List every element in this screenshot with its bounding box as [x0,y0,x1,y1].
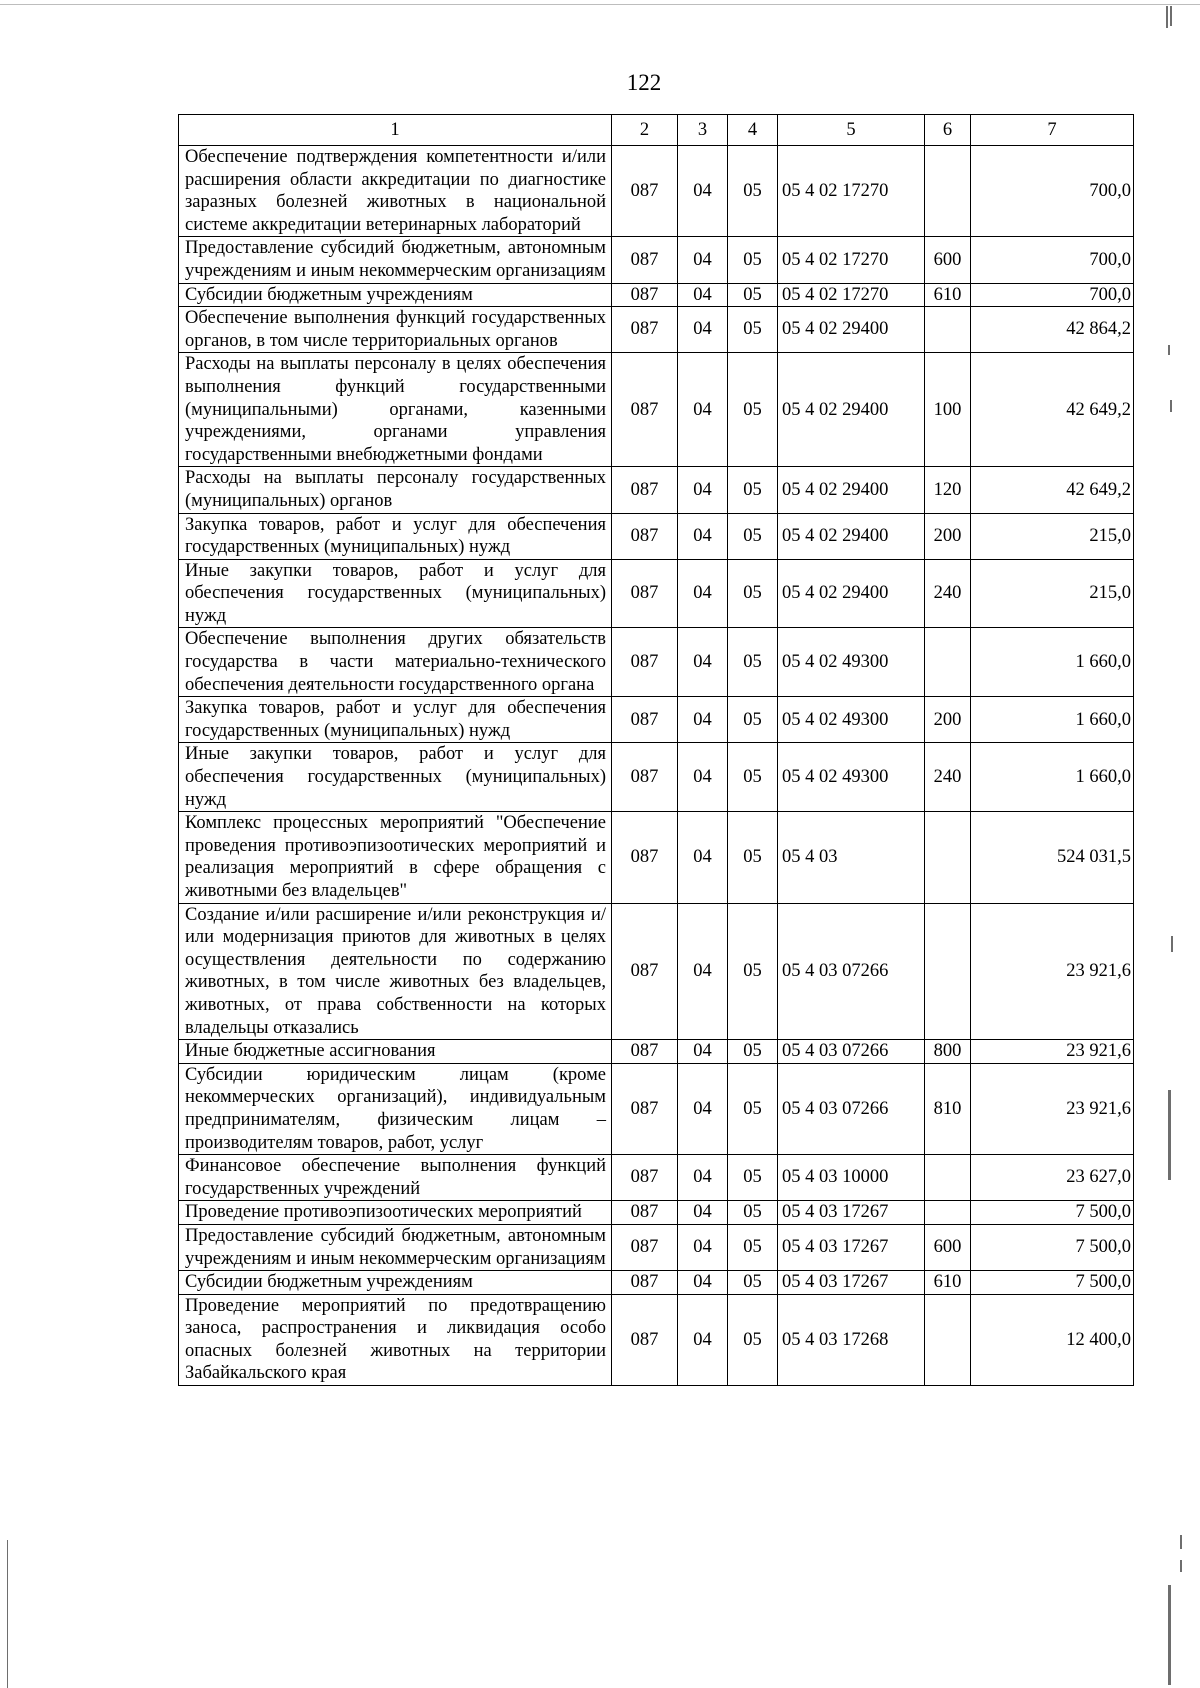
row-section-code-cell: 04 [678,1271,728,1295]
row-expense-type-cell [925,307,971,353]
table-row [179,743,1134,812]
header-cell: 1 [179,115,612,146]
row-name-cell: Расходы на выплаты персоналу в целях обеспечения выполнения функций государственными (муниципальными) органами, казенными учреждениями, органами управления государственными внебюджетными фондами [179,353,612,467]
table-row [179,1063,1134,1154]
row-target-article-cell: 05 4 03 07266 [778,1040,925,1064]
table-row [179,513,1134,559]
table-row [179,353,1134,467]
scan-mark [1166,6,1168,28]
row-subsection-code-cell: 05 [728,559,778,628]
row-ministry-code-cell: 087 [612,1155,678,1201]
row-section-code-cell: 04 [678,283,728,307]
row-ministry-code-cell: 087 [612,697,678,743]
scan-mark [1168,1585,1171,1685]
row-amount-cell: 42 864,2 [971,307,1134,353]
row-expense-type-cell: 200 [925,697,971,743]
row-target-article-cell: 05 4 02 29400 [778,353,925,467]
row-section-code-cell: 04 [678,1294,728,1385]
row-subsection-code-cell: 05 [728,307,778,353]
row-expense-type-cell [925,812,971,903]
scan-mark [1180,1535,1182,1549]
header-cell: 3 [678,115,728,146]
row-name-cell: Проведение мероприятий по предотвращению заноса, распространения и ликвидация особо опасных болезней животных на территории Забайкальского края [179,1294,612,1385]
row-subsection-code-cell: 05 [728,1063,778,1154]
row-subsection-code-cell: 05 [728,628,778,697]
row-subsection-code-cell: 05 [728,146,778,237]
row-target-article-cell: 05 4 03 17268 [778,1294,925,1385]
header-cell: 7 [971,115,1134,146]
row-section-code-cell: 04 [678,697,728,743]
page-number: 122 [626,70,662,95]
row-expense-type-cell: 100 [925,353,971,467]
row-section-code-cell: 04 [678,628,728,697]
budget-table [178,114,1134,1386]
row-expense-type-cell [925,1201,971,1225]
table-row [179,283,1134,307]
scan-mark [1180,1560,1182,1572]
row-amount-cell: 42 649,2 [971,467,1134,513]
row-section-code-cell: 04 [678,237,728,283]
row-expense-type-cell: 240 [925,559,971,628]
row-section-code-cell: 04 [678,743,728,812]
table-header-row [179,115,1134,146]
row-name-cell: Расходы на выплаты персоналу государственных (муниципальных) органов [179,467,612,513]
row-expense-type-cell [925,628,971,697]
row-amount-cell: 7 500,0 [971,1271,1134,1295]
row-subsection-code-cell: 05 [728,1040,778,1064]
row-amount-cell: 700,0 [971,237,1134,283]
row-subsection-code-cell: 05 [728,237,778,283]
scan-mark [1168,1090,1171,1180]
row-section-code-cell: 04 [678,903,728,1040]
header-cell: 4 [728,115,778,146]
row-subsection-code-cell: 05 [728,1155,778,1201]
row-subsection-code-cell: 05 [728,1201,778,1225]
row-name-cell: Обеспечение подтверждения компетентности и/или расширения области аккредитации по диагностике заразных болезней животных в национальной системе аккредитации ветеринарных лабораторий [179,146,612,237]
row-section-code-cell: 04 [678,307,728,353]
row-subsection-code-cell: 05 [728,283,778,307]
row-section-code-cell: 04 [678,812,728,903]
table-row [179,812,1134,903]
table-row [179,697,1134,743]
table-row [179,1224,1134,1270]
table-row [179,237,1134,283]
row-ministry-code-cell: 087 [612,628,678,697]
row-target-article-cell: 05 4 02 29400 [778,467,925,513]
row-name-cell: Субсидии бюджетным учреждениям [179,1271,612,1295]
row-subsection-code-cell: 05 [728,697,778,743]
row-expense-type-cell [925,146,971,237]
row-ministry-code-cell: 087 [612,1224,678,1270]
row-name-cell: Обеспечение выполнения функций государственных органов, в том числе территориальных органов [179,307,612,353]
row-ministry-code-cell: 087 [612,812,678,903]
row-section-code-cell: 04 [678,559,728,628]
row-amount-cell: 215,0 [971,559,1134,628]
row-target-article-cell: 05 4 03 10000 [778,1155,925,1201]
row-amount-cell: 700,0 [971,283,1134,307]
row-amount-cell: 1 660,0 [971,743,1134,812]
row-ministry-code-cell: 087 [612,237,678,283]
row-subsection-code-cell: 05 [728,1224,778,1270]
table-row [179,1155,1134,1201]
row-ministry-code-cell: 087 [612,353,678,467]
header-cell: 2 [612,115,678,146]
row-subsection-code-cell: 05 [728,903,778,1040]
row-ministry-code-cell: 087 [612,1201,678,1225]
row-expense-type-cell: 800 [925,1040,971,1064]
row-ministry-code-cell: 087 [612,146,678,237]
row-target-article-cell: 05 4 03 17267 [778,1201,925,1225]
row-name-cell: Иные закупки товаров, работ и услуг для обеспечения государственных (муниципальных) нужд [179,559,612,628]
table-row [179,307,1134,353]
row-section-code-cell: 04 [678,1155,728,1201]
scan-mark [1168,345,1170,355]
row-expense-type-cell: 240 [925,743,971,812]
row-expense-type-cell: 120 [925,467,971,513]
row-ministry-code-cell: 087 [612,1040,678,1064]
row-target-article-cell: 05 4 02 49300 [778,697,925,743]
row-name-cell: Создание и/или расширение и/или реконструкция и/или модернизация приютов для животных в целях осуществления деятельности по содержанию животных, в том числе животных без владельцев, животных, от права собственности на которых владельцы отказались [179,903,612,1040]
header-cell: 6 [925,115,971,146]
row-section-code-cell: 04 [678,513,728,559]
row-section-code-cell: 04 [678,1224,728,1270]
table-row [179,1271,1134,1295]
row-section-code-cell: 04 [678,467,728,513]
table-row [179,903,1134,1040]
row-name-cell: Закупка товаров, работ и услуг для обеспечения государственных (муниципальных) нужд [179,513,612,559]
row-section-code-cell: 04 [678,1063,728,1154]
row-expense-type-cell [925,1155,971,1201]
row-ministry-code-cell: 087 [612,1271,678,1295]
row-target-article-cell: 05 4 02 17270 [778,237,925,283]
row-target-article-cell: 05 4 02 49300 [778,743,925,812]
row-subsection-code-cell: 05 [728,467,778,513]
row-ministry-code-cell: 087 [612,513,678,559]
row-section-code-cell: 04 [678,1201,728,1225]
row-amount-cell: 23 921,6 [971,1040,1134,1064]
row-ministry-code-cell: 087 [612,1294,678,1385]
row-target-article-cell: 05 4 02 29400 [778,307,925,353]
row-subsection-code-cell: 05 [728,812,778,903]
table-body [179,115,1134,1386]
row-target-article-cell: 05 4 02 29400 [778,513,925,559]
row-target-article-cell: 05 4 03 17267 [778,1271,925,1295]
scan-mark [1170,400,1172,412]
scan-mark [1170,6,1172,26]
row-amount-cell: 215,0 [971,513,1134,559]
row-ministry-code-cell: 087 [612,903,678,1040]
row-expense-type-cell: 810 [925,1063,971,1154]
row-name-cell: Закупка товаров, работ и услуг для обеспечения государственных (муниципальных) нужд [179,697,612,743]
table-row [179,467,1134,513]
row-section-code-cell: 04 [678,1040,728,1064]
row-target-article-cell: 05 4 02 17270 [778,146,925,237]
scan-mark [7,1540,8,1688]
row-subsection-code-cell: 05 [728,1271,778,1295]
scan-edge-line [0,4,1200,6]
row-amount-cell: 23 921,6 [971,903,1134,1040]
table-row [179,1294,1134,1385]
row-ministry-code-cell: 087 [612,283,678,307]
row-name-cell: Обеспечение выполнения других обязательств государства в части материально-технического обеспечения деятельности государственного органа [179,628,612,697]
row-name-cell: Иные бюджетные ассигнования [179,1040,612,1064]
table-row [179,1040,1134,1064]
row-amount-cell: 12 400,0 [971,1294,1134,1385]
table-row [179,146,1134,237]
header-cell: 5 [778,115,925,146]
row-name-cell: Субсидии бюджетным учреждениям [179,283,612,307]
row-target-article-cell: 05 4 03 [778,812,925,903]
row-amount-cell: 700,0 [971,146,1134,237]
scan-mark [1171,936,1173,952]
row-target-article-cell: 05 4 02 49300 [778,628,925,697]
row-amount-cell: 524 031,5 [971,812,1134,903]
table-row [179,559,1134,628]
table-row [179,628,1134,697]
row-subsection-code-cell: 05 [728,353,778,467]
row-target-article-cell: 05 4 03 07266 [778,1063,925,1154]
row-target-article-cell: 05 4 02 29400 [778,559,925,628]
row-target-article-cell: 05 4 03 07266 [778,903,925,1040]
row-target-article-cell: 05 4 02 17270 [778,283,925,307]
row-section-code-cell: 04 [678,146,728,237]
row-expense-type-cell: 610 [925,283,971,307]
row-ministry-code-cell: 087 [612,743,678,812]
row-expense-type-cell [925,903,971,1040]
row-name-cell: Субсидии юридическим лицам (кроме некоммерческих организаций), индивидуальным предпринимателям, физическим лицам – производителям товаров, работ, услуг [179,1063,612,1154]
row-amount-cell: 1 660,0 [971,628,1134,697]
row-expense-type-cell: 610 [925,1271,971,1295]
row-expense-type-cell: 600 [925,237,971,283]
row-amount-cell: 7 500,0 [971,1224,1134,1270]
row-expense-type-cell: 200 [925,513,971,559]
row-name-cell: Финансовое обеспечение выполнения функций государственных учреждений [179,1155,612,1201]
row-amount-cell: 23 921,6 [971,1063,1134,1154]
row-ministry-code-cell: 087 [612,467,678,513]
row-ministry-code-cell: 087 [612,1063,678,1154]
table-row [179,1201,1134,1225]
row-expense-type-cell: 600 [925,1224,971,1270]
row-amount-cell: 23 627,0 [971,1155,1134,1201]
row-target-article-cell: 05 4 03 17267 [778,1224,925,1270]
row-name-cell: Предоставление субсидий бюджетным, автономным учреждениям и иным некоммерческим организациям [179,1224,612,1270]
row-amount-cell: 1 660,0 [971,697,1134,743]
row-subsection-code-cell: 05 [728,743,778,812]
row-ministry-code-cell: 087 [612,559,678,628]
row-ministry-code-cell: 087 [612,307,678,353]
row-name-cell: Проведение противоэпизоотических мероприятий [179,1201,612,1225]
row-expense-type-cell [925,1294,971,1385]
row-name-cell: Комплекс процессных мероприятий "Обеспечение проведения противоэпизоотических мероприятий и реализация мероприятий в сфере обращения с животными без владельцев" [179,812,612,903]
row-amount-cell: 42 649,2 [971,353,1134,467]
row-subsection-code-cell: 05 [728,513,778,559]
row-subsection-code-cell: 05 [728,1294,778,1385]
row-name-cell: Предоставление субсидий бюджетным, автономным учреждениям и иным некоммерческим организациям [179,237,612,283]
row-name-cell: Иные закупки товаров, работ и услуг для обеспечения государственных (муниципальных) нужд [179,743,612,812]
row-amount-cell: 7 500,0 [971,1201,1134,1225]
row-section-code-cell: 04 [678,353,728,467]
